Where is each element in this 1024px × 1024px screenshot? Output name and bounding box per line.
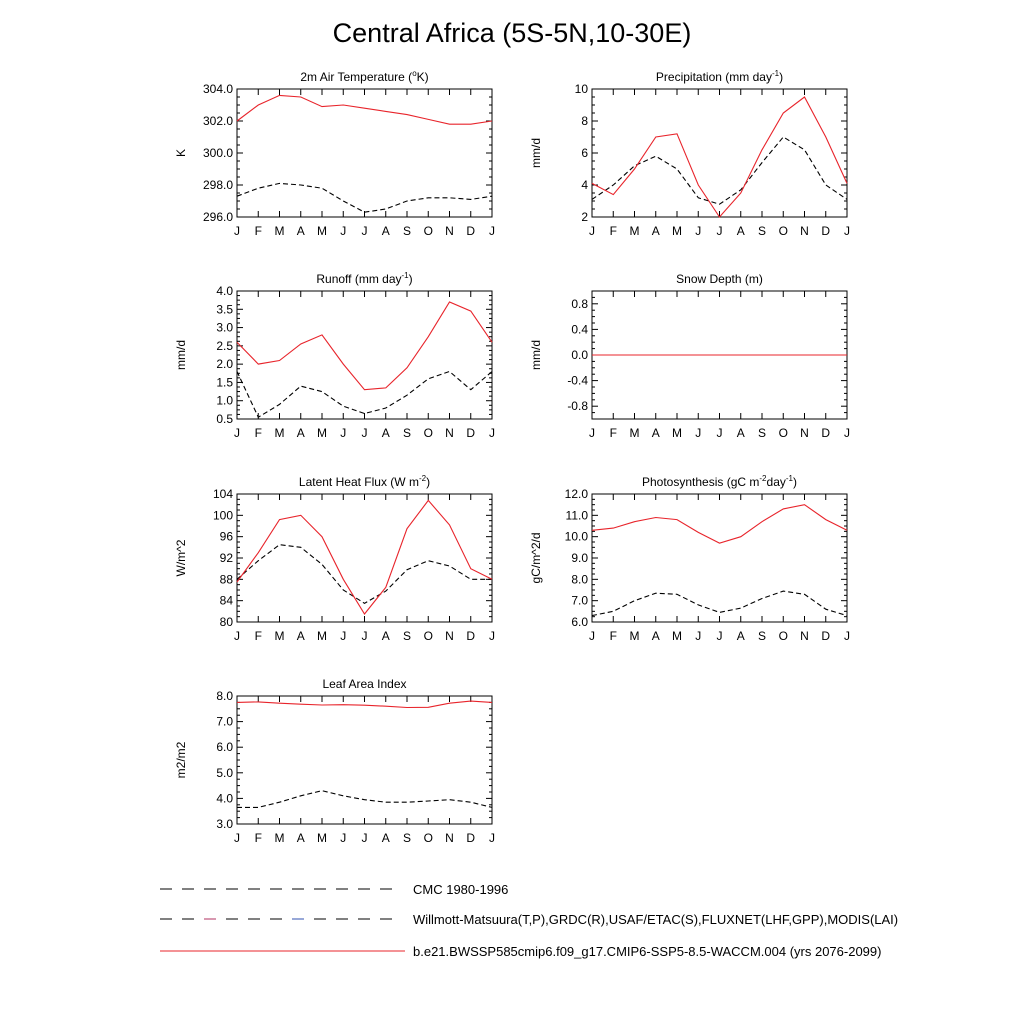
y-tick-label: 298.0 <box>202 178 233 192</box>
y-tick-label: 10.0 <box>564 529 588 544</box>
y-tick-label: 0.8 <box>571 296 588 311</box>
y-tick-label: 6.0 <box>216 740 233 755</box>
x-tick-label: A <box>296 224 305 238</box>
y-tick-label: 88 <box>219 572 233 587</box>
x-tick-label: F <box>609 426 617 440</box>
x-tick-label: F <box>254 831 262 845</box>
x-tick-label: A <box>296 426 305 440</box>
x-tick-label: M <box>317 426 327 440</box>
x-tick-label: A <box>381 629 390 643</box>
panel-title: Runoff (mm day$^{-1}$) <box>316 271 413 286</box>
panel-6 <box>174 677 495 845</box>
y-tick-label: 0.5 <box>216 412 233 426</box>
x-tick-label: A <box>736 224 745 238</box>
panel-5 <box>529 474 850 643</box>
x-tick-label: J <box>361 426 368 440</box>
y-tick-label: 3.0 <box>216 817 233 831</box>
x-tick-label: O <box>778 629 788 643</box>
x-tick-label: N <box>445 629 454 643</box>
panel-1 <box>529 69 850 238</box>
y-tick-label: 302.0 <box>202 114 233 128</box>
y-axis-label: mm/d <box>529 340 543 370</box>
x-tick-label: A <box>651 224 660 238</box>
y-tick-label: 10 <box>574 82 588 96</box>
x-tick-label: J <box>695 629 702 643</box>
x-tick-label: J <box>844 224 850 238</box>
y-tick-label: 4 <box>581 178 588 192</box>
x-tick-label: J <box>361 629 368 643</box>
y-tick-label: 3.5 <box>216 302 233 317</box>
x-tick-label: F <box>254 426 262 440</box>
x-tick-label: F <box>254 224 262 238</box>
x-tick-label: N <box>800 629 809 643</box>
x-tick-label: D <box>821 224 831 238</box>
panel-title: Snow Depth (m) <box>676 272 763 286</box>
x-tick-label: M <box>274 426 285 440</box>
x-tick-label: N <box>800 426 809 440</box>
x-tick-label: J <box>340 629 347 643</box>
y-tick-label: 8.0 <box>571 572 588 587</box>
x-tick-label: M <box>317 831 327 845</box>
x-tick-label: F <box>609 224 617 238</box>
x-tick-label: D <box>821 426 831 440</box>
x-tick-label: J <box>489 629 495 643</box>
panel-title: Photosynthesis (gC $m^{-2}day^{-1}$) <box>642 474 797 489</box>
y-tick-label: 4.0 <box>216 284 233 298</box>
x-tick-label: J <box>489 224 495 238</box>
series-line-model <box>237 302 492 390</box>
y-tick-label: 1.5 <box>216 375 233 390</box>
y-tick-label: 11.0 <box>565 508 588 523</box>
x-tick-label: D <box>466 224 476 238</box>
x-tick-label: A <box>381 224 390 238</box>
x-tick-label: J <box>361 831 368 845</box>
x-tick-label: O <box>423 629 433 643</box>
y-tick-label: 5.0 <box>216 765 233 780</box>
x-tick-label: M <box>274 629 285 643</box>
y-tick-label: 0.0 <box>571 348 588 362</box>
x-tick-label: J <box>844 426 850 440</box>
y-tick-label: 2.0 <box>216 357 233 372</box>
x-tick-label: S <box>402 224 412 238</box>
x-tick-label: M <box>274 831 285 845</box>
y-tick-label: 2.5 <box>216 338 233 353</box>
y-tick-label: -0.8 <box>567 399 588 414</box>
y-axis-label: mm/d <box>529 138 543 168</box>
y-tick-label: 100 <box>212 508 233 523</box>
x-tick-label: J <box>234 629 240 643</box>
x-tick-label: J <box>340 426 347 440</box>
x-tick-label: F <box>609 629 617 643</box>
x-tick-label: J <box>589 224 595 238</box>
panel-title: Leaf Area Index <box>322 677 407 691</box>
x-tick-label: J <box>716 224 723 238</box>
x-tick-label: S <box>402 629 412 643</box>
x-tick-label: O <box>778 224 788 238</box>
x-tick-label: J <box>234 224 240 238</box>
y-tick-label: 96 <box>219 529 233 544</box>
y-axis-label: gC/m^2/d <box>529 532 543 584</box>
x-tick-label: O <box>423 831 433 845</box>
x-tick-label: A <box>736 629 745 643</box>
y-tick-label: 6 <box>581 146 588 160</box>
plot-frame <box>237 291 492 419</box>
legend-item-2 <box>160 944 881 959</box>
panel-0 <box>174 69 495 238</box>
x-tick-label: N <box>445 224 454 238</box>
legend-label: b.e21.BWSSP585cmip6.f09_g17.CMIP6-SSP5-8.5-WACCM.004 (yrs 2076-2099) <box>413 944 882 959</box>
x-tick-label: M <box>629 224 640 238</box>
y-tick-label: 8 <box>581 114 588 128</box>
x-tick-label: J <box>234 426 240 440</box>
legend-label: CMC 1980-1996 <box>413 882 509 897</box>
y-tick-label: 7.0 <box>571 593 588 608</box>
x-tick-label: O <box>423 224 433 238</box>
panel-3 <box>529 272 850 440</box>
x-tick-label: N <box>800 224 809 238</box>
series-line-obs <box>592 591 847 616</box>
series-line-model <box>237 95 492 124</box>
legend-label: Willmott-Matsuura(T,P),GRDC(R),USAF/ETAC(S),FLUXNET(LHF,GPP),MODIS(LAI) <box>413 912 899 927</box>
y-tick-label: 1.0 <box>216 393 233 408</box>
x-tick-label: D <box>466 629 476 643</box>
series-line-obs <box>592 137 847 204</box>
series-line-model <box>592 97 847 217</box>
plot-frame <box>237 696 492 824</box>
x-tick-label: A <box>296 629 305 643</box>
x-tick-label: A <box>651 426 660 440</box>
y-tick-label: 2 <box>581 210 588 224</box>
x-tick-label: A <box>296 831 305 845</box>
x-tick-label: J <box>489 831 495 845</box>
x-tick-label: O <box>778 426 788 440</box>
y-tick-label: 300.0 <box>202 146 233 160</box>
series-line-obs <box>237 791 492 808</box>
x-tick-label: J <box>695 426 702 440</box>
y-axis-label: W/m^2 <box>174 539 188 577</box>
x-tick-label: M <box>629 629 640 643</box>
plot-frame <box>592 89 847 217</box>
x-tick-label: M <box>672 426 682 440</box>
x-tick-label: D <box>821 629 831 643</box>
panel-2 <box>174 271 495 440</box>
y-tick-label: 0.4 <box>571 322 588 337</box>
series-line-obs <box>237 183 492 212</box>
x-tick-label: A <box>651 629 660 643</box>
x-tick-label: F <box>254 629 262 643</box>
y-tick-label: 9.0 <box>571 551 588 565</box>
y-axis-label: K <box>174 148 188 158</box>
y-tick-label: 12.0 <box>564 487 588 501</box>
x-tick-label: S <box>757 224 767 238</box>
x-tick-label: S <box>757 629 767 643</box>
x-tick-label: J <box>589 629 595 643</box>
x-tick-label: S <box>757 426 767 440</box>
x-tick-label: J <box>844 629 850 643</box>
y-tick-label: 8.0 <box>216 689 233 703</box>
x-tick-label: M <box>672 629 682 643</box>
y-tick-label: 304.0 <box>202 82 233 96</box>
series-line-model <box>592 505 847 543</box>
panel-title: Latent Heat Flux (W $m^{-2}$) <box>298 474 431 489</box>
x-tick-label: M <box>672 224 682 238</box>
legend-item-0 <box>160 882 508 897</box>
y-tick-label: 3.0 <box>216 320 233 335</box>
panel-4 <box>174 474 495 643</box>
series-line-model <box>237 500 492 614</box>
x-tick-label: J <box>716 426 723 440</box>
series-line-model <box>237 701 492 707</box>
x-tick-label: M <box>629 426 640 440</box>
x-tick-label: M <box>274 224 285 238</box>
y-axis-label: mm/d <box>174 340 188 370</box>
y-tick-label: 6.0 <box>571 615 588 629</box>
x-tick-label: J <box>340 224 347 238</box>
y-tick-label: 4.0 <box>216 791 233 806</box>
y-tick-label: 7.0 <box>216 714 233 729</box>
x-tick-label: S <box>402 831 412 845</box>
y-tick-label: 296.0 <box>202 210 233 224</box>
x-tick-label: O <box>423 426 433 440</box>
x-tick-label: J <box>716 629 723 643</box>
x-tick-label: M <box>317 224 327 238</box>
x-tick-label: N <box>445 831 454 845</box>
x-tick-label: M <box>317 629 327 643</box>
x-tick-label: S <box>402 426 412 440</box>
y-tick-label: 84 <box>219 593 233 608</box>
y-tick-label: -0.4 <box>567 373 588 388</box>
panel-title: Precipitation (mm day$^{-1}$) <box>655 69 784 84</box>
y-axis-label: m2/m2 <box>174 741 188 779</box>
x-tick-label: D <box>466 426 476 440</box>
x-tick-label: J <box>589 426 595 440</box>
page-title: Central Africa (5S-5N,10-30E) <box>332 18 692 48</box>
y-tick-label: 80 <box>219 615 233 629</box>
x-tick-label: N <box>445 426 454 440</box>
x-tick-label: D <box>466 831 476 845</box>
x-tick-label: J <box>234 831 240 845</box>
panel-title: 2m Air Temperature ($^o$K) <box>300 69 429 84</box>
x-tick-label: A <box>381 426 390 440</box>
series-line-obs <box>237 372 492 418</box>
x-tick-label: A <box>736 426 745 440</box>
y-tick-label: 92 <box>219 551 233 565</box>
x-tick-label: J <box>695 224 702 238</box>
legend-item-1 <box>160 912 898 927</box>
series-line-obs <box>237 545 492 604</box>
y-tick-label: 104 <box>212 487 233 501</box>
x-tick-label: J <box>340 831 347 845</box>
x-tick-label: J <box>361 224 368 238</box>
x-tick-label: A <box>381 831 390 845</box>
x-tick-label: J <box>489 426 495 440</box>
